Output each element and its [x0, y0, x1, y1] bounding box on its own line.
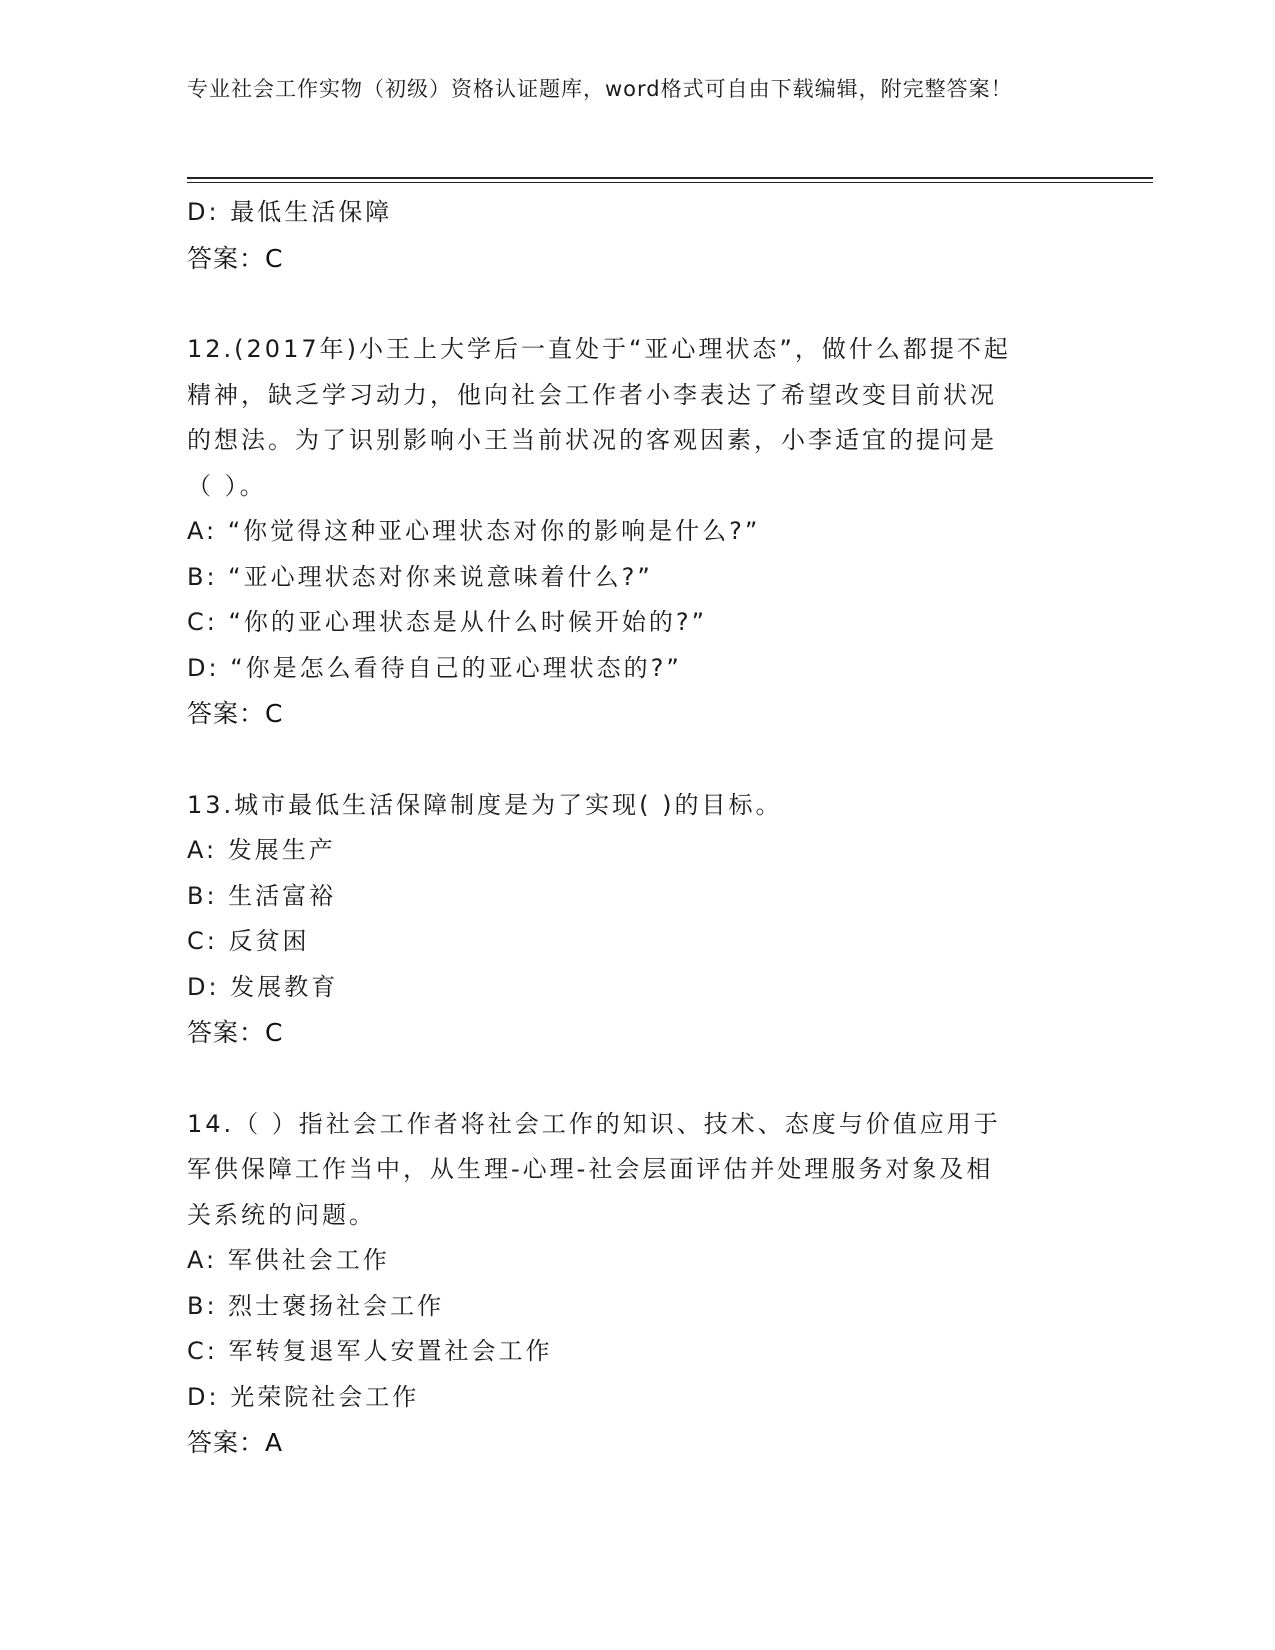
option-c: C: 反贫困	[187, 927, 310, 955]
stem-line: 军供保障工作当中，从生理-心理-社会层面评估并处理服务对象及相	[187, 1155, 994, 1183]
question-14	[187, 1102, 1087, 1466]
option-d: D: 光荣院社会工作	[187, 1382, 420, 1411]
answer-line: 答案：C	[187, 1018, 284, 1047]
question-stem	[187, 327, 1087, 509]
question-stem	[187, 1102, 1087, 1239]
stem-line: 的想法。为了识别影响小王当前状况的客观因素，小李适宜的提问是	[187, 426, 997, 454]
header-rule-thick	[187, 177, 1153, 179]
option-b: B: “亚心理状态对你来说意味着什么?”	[187, 562, 653, 591]
answer-line: 答案：A	[187, 1428, 284, 1457]
question-13	[187, 783, 1087, 1056]
option-a: A: 军供社会工作	[187, 1246, 390, 1274]
option-c: C: “你的亚心理状态是从什么时候开始的?”	[187, 608, 708, 636]
stem-line: （ ）。	[187, 471, 267, 500]
option-a: A: “你觉得这种亚心理状态对你的影响是什么?”	[187, 517, 761, 545]
question-content	[187, 190, 1087, 1466]
spacer	[187, 737, 1087, 783]
option-d: D: “你是怎么看待自己的亚心理状态的?”	[187, 653, 682, 682]
spacer	[187, 1056, 1087, 1102]
question-12	[187, 327, 1087, 737]
option-b: B: 生活富裕	[187, 881, 337, 910]
answer-line: 答案：C	[187, 699, 284, 728]
option-d: D: 发展教育	[187, 972, 339, 1001]
stem-line: 14.（ ）指社会工作者将社会工作的知识、技术、态度与价值应用于	[187, 1109, 1001, 1138]
option-d: D: 最低生活保障	[187, 198, 393, 226]
spacer	[187, 281, 1087, 327]
header-rule-thin	[187, 182, 1153, 183]
document-header: 专业社会工作实物（初级）资格认证题库，word格式可自由下载编辑，附完整答案！	[187, 77, 1013, 101]
option-a: A: 发展生产	[187, 836, 336, 864]
stem-line: 12.(2017年)小王上大学后一直处于“亚心理状态”，做什么都提不起	[187, 335, 1011, 363]
stem-line: 精神，缺乏学习动力，他向社会工作者小李表达了希望改变目前状况	[187, 380, 997, 409]
option-c: C: 军转复退军人安置社会工作	[187, 1337, 553, 1365]
option-b: B: 烈士褒扬社会工作	[187, 1291, 445, 1320]
answer-line: 答案：C	[187, 243, 284, 273]
previous-question-tail	[187, 190, 1087, 281]
question-stem	[187, 783, 1087, 829]
stem-line: 13.城市最低生活保障制度是为了实现( )的目标。	[187, 790, 783, 819]
stem-line: 关系统的问题。	[187, 1200, 376, 1229]
